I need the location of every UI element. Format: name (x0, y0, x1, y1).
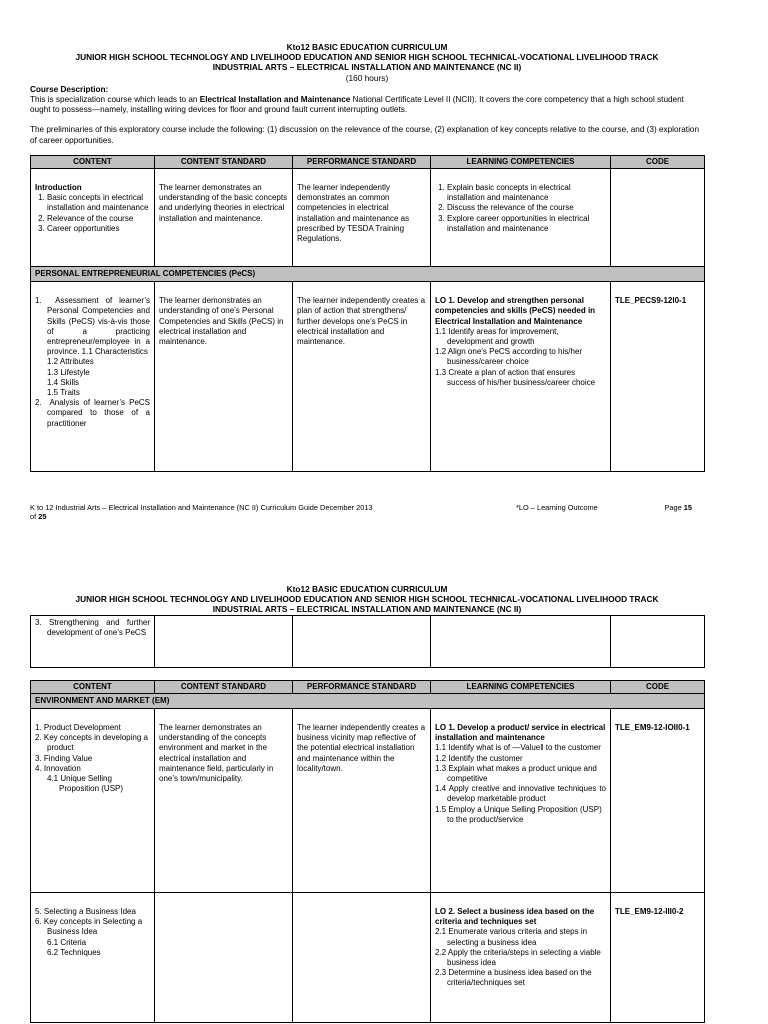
col-content: CONTENT (31, 680, 155, 693)
list-item: 1. Explain basic concepts in electrical installation and maintenance (447, 183, 606, 203)
em2-code: TLE_EM9-12-III0-2 (611, 893, 705, 1023)
table-row (31, 169, 705, 267)
list-item: 1.4 Apply creative and innovative techniques to develop marketable product (435, 784, 606, 804)
list-item: 1.1 Identify what is of —Value‖ to the customer (435, 743, 601, 753)
table-header-row (31, 680, 705, 693)
page-2 (30, 584, 704, 1023)
footer-lo-note: *LO – Learning Outcome (516, 503, 598, 512)
pecs-item-2-text: Analysis of learner’s PeCS compared to those of a practitioner (47, 398, 150, 428)
intro-content-standard: The learner demonstrates an understanding of the basic concepts and underlying theories in electrical installation and maintenance. (155, 169, 293, 267)
pecs-performance-standard: The learner independently creates a plan of action that strengthens/ further develops one’s PeCS in electrical installation and maintenance. (293, 282, 431, 472)
col-code: CODE (611, 155, 705, 168)
em1-content-standard: The learner demonstrates an understanding of the concepts environment and market in the electrical installation and maintenance field, particularly in one’s town/municipality. (155, 709, 293, 893)
empty-cell (155, 893, 293, 1023)
pecs-sub-3: 1.4 Skills (47, 377, 80, 387)
table-row (31, 615, 705, 667)
header-line-1: Kto12 BASIC EDUCATION CURRICULUM (286, 42, 448, 52)
page-total: 25 (38, 512, 47, 521)
list-item: 2. Key concepts in developing a product (35, 733, 148, 753)
em-section-title: ENVIRONMENT AND MARKET (EM) (31, 693, 705, 708)
pecs-item-1: 1. Assessment of learner’s Personal Competencies and Skills (PeCS) vis-à-vis those of a practicing entrepreneur/employee in a province. 1.1 Characteristics (35, 296, 150, 357)
em1-competencies-cell (431, 709, 611, 893)
header-line-3: INDUSTRIAL ARTS – ELECTRICAL INSTALLATION AND MAINTENANCE (NC II) (212, 62, 522, 73)
continuation-table (30, 615, 705, 668)
pecs-sub-1: 1.2 Attributes (47, 357, 94, 367)
pecs-competencies-cell (431, 282, 611, 472)
col-learning-competencies: LEARNING COMPETENCIES (431, 155, 611, 168)
of-label: of (30, 512, 39, 521)
list-item: 1. Product Development (35, 723, 121, 733)
pecs-content-cell (31, 282, 155, 472)
section-row (31, 267, 705, 282)
table-row (31, 282, 705, 472)
curriculum-header (30, 584, 704, 615)
pecs-code: TLE_PECS9-12I0-1 (611, 282, 705, 472)
course-description-title: Course Description: (30, 84, 109, 94)
list-item: 6. Key concepts in Selecting a Business Idea (35, 917, 143, 937)
section-row (31, 693, 705, 708)
empty-cell (611, 615, 705, 667)
footer-page-number (664, 503, 692, 512)
list-item: 6.1 Criteria (47, 937, 87, 947)
pecs-item-2: 2. Analysis of learner’s PeCS compared to those of a practitioner (35, 398, 150, 428)
empty-cell (155, 615, 293, 667)
col-performance-standard: PERFORMANCE STANDARD (293, 680, 431, 693)
table-row (31, 893, 705, 1023)
list-item: 5. Selecting a Business Idea (35, 907, 136, 917)
list-item: 1.2 Identify the customer (435, 753, 523, 763)
header-hours: (160 hours) (345, 72, 389, 83)
list-item: 2. Discuss the relevance of the course (447, 203, 606, 213)
header-line-1: Kto12 BASIC EDUCATION CURRICULUM (286, 584, 448, 594)
desc-part-a: This is specialization course which leads to an (30, 95, 200, 105)
col-content-standard: CONTENT STANDARD (155, 680, 293, 693)
col-content: CONTENT (31, 155, 155, 168)
header-line-2: JUNIOR HIGH SCHOOL TECHNOLOGY AND LIVELIHOOD EDUCATION AND SENIOR HIGH SCHOOL TECHNICAL-VOCATIONAL LIVELIHOOD TRACK (75, 52, 659, 63)
page-1 (30, 42, 704, 472)
curriculum-table-2 (30, 680, 705, 1023)
list-item: 2.2 Apply the criteria/steps in selecting a viable business idea (435, 947, 601, 968)
list-item: 1.1 Identify areas for improvement, development and growth (435, 326, 559, 347)
pecs-section-title: PERSONAL ENTREPRENEURIAL COMPETENCIES (PeCS) (31, 267, 705, 282)
list-item: 2.1 Enumerate various criteria and steps in selecting a business idea (435, 927, 588, 947)
list-item: 4.1 Unique Selling Proposition (USP) (47, 774, 124, 794)
pecs-sub-4: 1.5 Traits (47, 388, 80, 398)
em1-performance-standard: The learner independently creates a business vicinity map reflective of the potential electrical installation and maintenance within the locality/town. (293, 709, 431, 893)
desc-bold: Electrical Installation and Maintenance (199, 95, 351, 105)
page-label: Page (664, 503, 684, 512)
list-item: 1.3 Explain what makes a product unique and competitive (435, 763, 597, 784)
list-item: 1.5 Employ a Unique Selling Proposition (USP) to the product/service (435, 804, 602, 824)
col-learning-competencies: LEARNING COMPETENCIES (431, 680, 611, 693)
list-item: 1.3 Create a plan of action that ensures success of his/her business/career choice (435, 367, 596, 387)
table-header-row (31, 155, 705, 168)
list-item: 3. Finding Value (35, 753, 93, 763)
table-row (31, 709, 705, 893)
em2-competencies-cell (431, 893, 611, 1023)
page-num: 15 (683, 503, 692, 512)
footer-total (30, 512, 704, 521)
empty-cell (293, 893, 431, 1023)
pecs-lo-title: LO 1. Develop and strengthen personal competencies and skills (PeCS) needed in Electrical Installation and Maintenance (435, 296, 596, 326)
em2-lo-title: LO 2. Select a business idea based on the criteria and techniques set (435, 907, 595, 927)
col-code: CODE (611, 680, 705, 693)
empty-cell (293, 615, 431, 667)
list-item: 2. Relevance of the course (47, 214, 150, 224)
list-item: 4. Innovation (35, 763, 81, 773)
intro-performance-standard: The learner independently demonstrates an common competencies in electrical installation and maintenance as prescribed by TESDA Training Regulations. (293, 169, 431, 267)
em1-content-cell (31, 709, 155, 893)
intro-content-cell (31, 169, 155, 267)
list-item: 3. Career opportunities (47, 224, 150, 234)
em1-code: TLE_EM9-12-IOII0-1 (611, 709, 705, 893)
desc-part-b: National Certificate Level II (NCII). It covers the core competency that a high school student ought to possess—namely, installing wiring devices for floor and ground fault current interrupting outlets. (30, 95, 684, 115)
intro-competencies-cell (431, 169, 611, 267)
intro-title: Introduction (35, 183, 82, 193)
curriculum-table-1 (30, 155, 705, 472)
list-item: 2.3 Determine a business idea based on the criteria/techniques set (435, 968, 592, 988)
intro-code (611, 169, 705, 267)
em2-content-cell (31, 893, 155, 1023)
pecs-sub-2: 1.3 Lifestyle (47, 367, 90, 377)
col-content-standard: CONTENT STANDARD (155, 155, 293, 168)
pecs-item-1-text: Assessment of learner’s Personal Competencies and Skills (PeCS) vis-à-vis those of a practicing entrepreneur/employee in a province. 1.1 Characteristics (47, 296, 150, 357)
continued-item: 3. Strengthening and further development of one’s PeCS (31, 615, 155, 667)
header-line-2: JUNIOR HIGH SCHOOL TECHNOLOGY AND LIVELIHOOD EDUCATION AND SENIOR HIGH SCHOOL TECHNICAL-VOCATIONAL LIVELIHOOD TRACK (75, 594, 659, 605)
list-item: 1.2 Align one’s PeCS according to his/her business/career choice (435, 347, 583, 367)
list-item: 3. Explore career opportunities in electrical installation and maintenance (447, 214, 606, 234)
curriculum-header (30, 42, 704, 83)
page-1-footer (30, 503, 704, 521)
header-line-3: INDUSTRIAL ARTS – ELECTRICAL INSTALLATION AND MAINTENANCE (NC II) (212, 604, 522, 615)
course-description (30, 95, 704, 115)
list-item: 1. Basic concepts in electrical installation and maintenance (47, 193, 150, 213)
em1-lo-title: LO 1. Develop a product/ service in electrical installation and maintenance (435, 723, 606, 743)
col-performance-standard: PERFORMANCE STANDARD (293, 155, 431, 168)
list-item: 6.2 Techniques (47, 947, 101, 957)
preliminaries-paragraph: The preliminaries of this exploratory course include the following: (1) discussion on the relevance of the course, (2) explanation of key concepts relative to the course, and (3) exploration of career opportunities. (30, 125, 700, 145)
pecs-content-standard: The learner demonstrates an understanding of one’s Personal Competencies and Skills (PeCS) in electrical installation and maintenance. (155, 282, 293, 472)
footer-left: K to 12 Industrial Arts – Electrical Installation and Maintenance (NC II) Curriculum Guide December 2013 (30, 503, 373, 512)
empty-cell (431, 615, 611, 667)
